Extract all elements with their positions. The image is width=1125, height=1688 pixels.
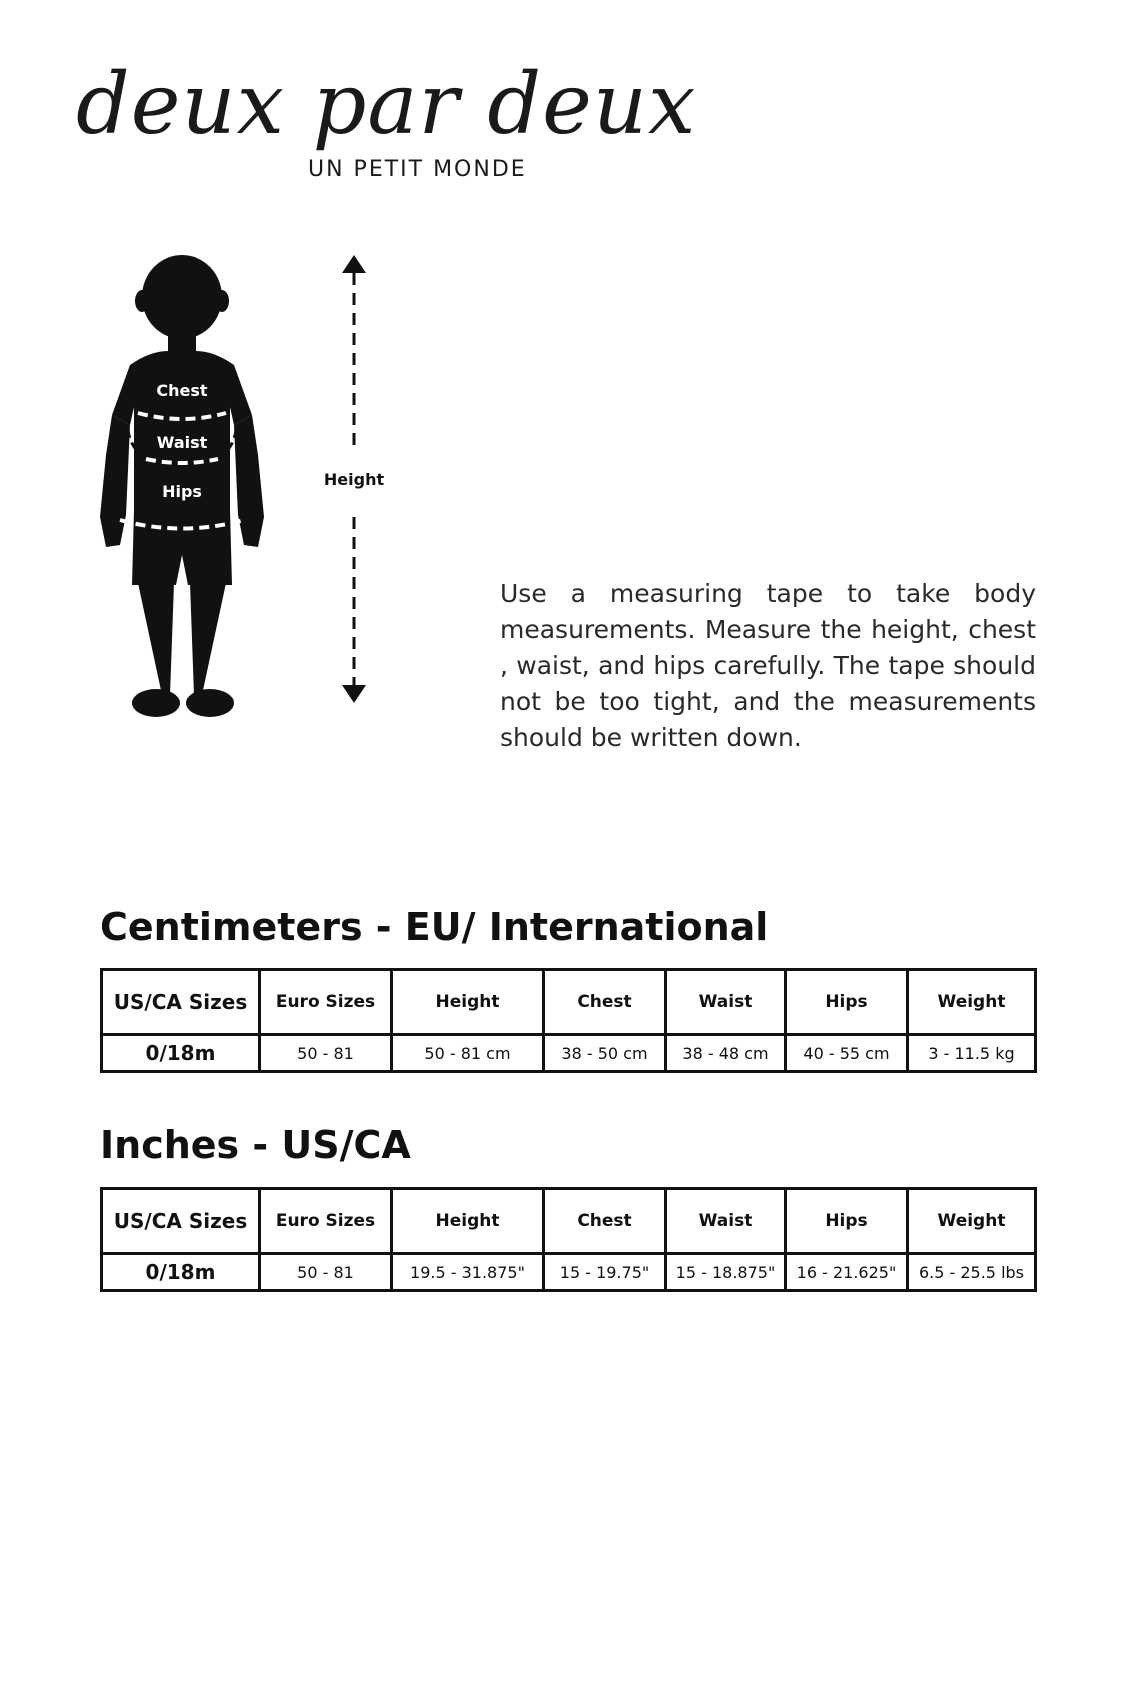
table-row: [102, 1254, 1036, 1291]
header-cell: Hips: [786, 1189, 908, 1254]
inches-table-title: Inches - US/CA: [100, 1123, 411, 1167]
header-cell: Height: [392, 1189, 544, 1254]
height-label: Height: [323, 470, 385, 489]
header-cell: Weight: [908, 970, 1036, 1035]
header-cell: Waist: [666, 1189, 786, 1254]
hips-label: Hips: [162, 482, 202, 501]
header-cell: Waist: [666, 970, 786, 1035]
cm-table-title: Centimeters - EU/ International: [100, 905, 769, 949]
header-cell: US/CA Sizes: [102, 1189, 260, 1254]
table-cell: 38 - 50 cm: [544, 1035, 666, 1072]
table-cell: 0/18m: [102, 1254, 260, 1291]
header-cell: Chest: [544, 970, 666, 1035]
cm-size-table: [100, 968, 1037, 1073]
header-cell: Weight: [908, 1189, 1036, 1254]
table-cell: 3 - 11.5 kg: [908, 1035, 1036, 1072]
table-header-row: [102, 1189, 1036, 1254]
table-cell: 16 - 21.625": [786, 1254, 908, 1291]
inches-size-table: [100, 1187, 1037, 1292]
table-cell: 0/18m: [102, 1035, 260, 1072]
chest-label: Chest: [156, 381, 208, 400]
header-cell: US/CA Sizes: [102, 970, 260, 1035]
brand-logo: [76, 55, 697, 192]
waist-label: Waist: [156, 433, 208, 452]
table-cell: 6.5 - 25.5 lbs: [908, 1254, 1036, 1291]
table-cell: 50 - 81: [260, 1035, 392, 1072]
table-cell: 38 - 48 cm: [666, 1035, 786, 1072]
table-row: [102, 1035, 1036, 1072]
brand-tagline: UN PETIT MONDE: [308, 157, 527, 182]
header-cell: Euro Sizes: [260, 1189, 392, 1254]
table-cell: 15 - 18.875": [666, 1254, 786, 1291]
table-cell: 19.5 - 31.875": [392, 1254, 544, 1291]
header-cell: Height: [392, 970, 544, 1035]
table-cell: 50 - 81: [260, 1254, 392, 1291]
table-header-row: [102, 970, 1036, 1035]
table-cell: 15 - 19.75": [544, 1254, 666, 1291]
measurement-instructions: Use a measuring tape to take body measurements. Measure the height, chest , waist, and hips carefully. The tape should not be too tight, and the measurements should be written down.: [500, 579, 1036, 752]
table-cell: 40 - 55 cm: [786, 1035, 908, 1072]
table-cell: 50 - 81 cm: [392, 1035, 544, 1072]
measurement-diagram: [90, 255, 410, 765]
child-silhouette-icon: [90, 255, 410, 765]
header-cell: Euro Sizes: [260, 970, 392, 1035]
header-cell: Chest: [544, 1189, 666, 1254]
brand-logo-wordmark: deux par deux: [76, 55, 697, 153]
header-cell: Hips: [786, 970, 908, 1035]
